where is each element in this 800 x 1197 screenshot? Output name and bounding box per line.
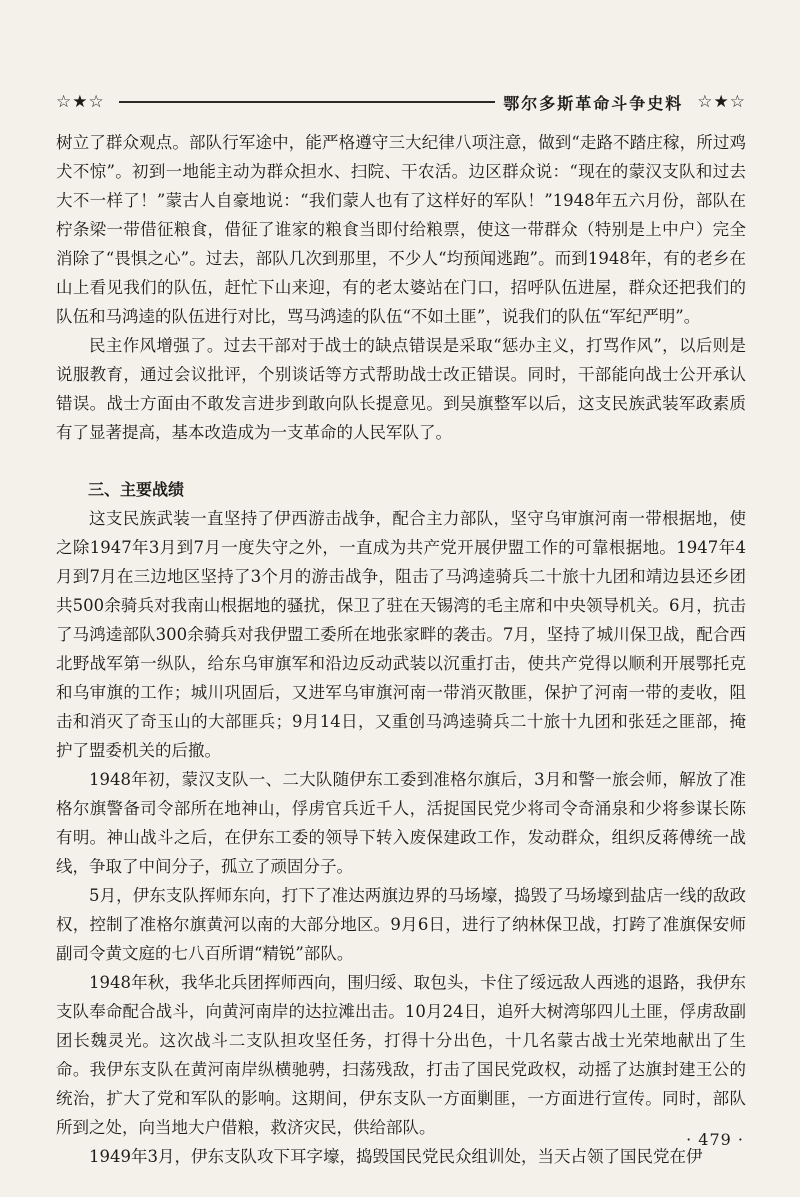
body-paragraph: 1949年3月，伊东支队攻下耳字壕，捣毁国民党民众组训处，当天占领了国民党在伊 bbox=[89, 1147, 703, 1166]
page-number: · 479 · bbox=[686, 1130, 744, 1149]
star-ornament-right-icon: ☆★☆ bbox=[697, 92, 746, 112]
body-paragraph: 树立了群众观点。部队行军途中，能严格遵守三大纪律八项注意，做到“走路不踏庄稼，所过鸡犬不惊”。初到一地能主动为群众担水、扫院、干农活。边区群众说：“现在的蒙汉支队和过去大不一样了！”蒙古人自豪地说：“我们蒙人也有了这样好的军队！”1948年五六月份，部队在柠条梁一带借征粮食，借征了谁家的粮食当即付给粮票，使这一带群众（特别是上中户）完全消除了“畏惧之心”。过去，部队几次到那里，不少人“均预闻逃跑”。而到1948年，有的老乡在山上看见我们的队伍，赶忙下山来迎，有的老太婆站在门口，招呼队伍进屋，群众还把我们的队伍和马鸿逵的队伍进行对比，骂马鸿逵的队伍“不如土匪”，说我们的队伍“军纪严明”。 bbox=[56, 133, 746, 326]
page-body bbox=[56, 128, 746, 1171]
body-paragraph: 5月，伊东支队挥师东向，打下了准达两旗边界的马场壕，捣毁了马场壕到盐店一线的敌政权，控制了准格尔旗黄河以南的大部分地区。9月6日，进行了纳林保卫战，打跨了准旗保安师副司令黄文庭的七八百所谓“精锐”部队。 bbox=[56, 886, 746, 963]
body-paragraph: 这支民族武装一直坚持了伊西游击战争，配合主力部队，坚守乌审旗河南一带根据地，使之除1947年3月到7月一度失守之外，一直成为共产党开展伊盟工作的可靠根据地。1947年4月到7月在三边地区坚持了3个月的游击战争，阻击了马鸿逵骑兵二十旅十九团和靖边县还乡团共500余骑兵对我南山根据地的骚扰，保卫了驻在天锡湾的毛主席和中央领导机关。6月，抗击了马鸿逵部队300余骑兵对我伊盟工委所在地张家畔的袭击。7月，坚持了城川保卫战，配合西北野战军第一纵队，给东乌审旗军和沿边反动武装以沉重打击，使共产党得以顺利开展鄂托克和乌审旗的工作；城川巩固后，又进军乌审旗河南一带消灭散匪，保护了河南一带的麦收，阻击和消灭了奇玉山的大部匪兵；9月14日，又重创马鸿逵骑兵二十旅十九团和张廷之匪部，掩护了盟委机关的后撤。 bbox=[56, 509, 746, 760]
header-rule bbox=[119, 101, 496, 103]
book-title: 鄂尔多斯革命斗争史料 bbox=[503, 93, 684, 113]
body-paragraph: 1948年初，蒙汉支队一、二大队随伊东工委到准格尔旗后，3月和警一旅会师，解放了准格尔旗警备司令部所在地神山，俘虏官兵近千人，活捉国民党少将司令奇涌泉和少将参谋长陈有明。神山战斗之后，在伊东工委的领导下转入废保建政工作，发动群众，组织反蒋傅统一战线，争取了中间分子，孤立了顽固分子。 bbox=[56, 770, 746, 876]
star-ornament-left-icon: ☆★☆ bbox=[56, 92, 105, 112]
body-paragraph: 民主作风增强了。过去干部对于战士的缺点错误是采取“惩办主义，打骂作风”，以后则是说服教育，通过会议批评，个别谈话等方式帮助战士改正错误。同时，干部能向战士公开承认错误。战士方面由不敢发言进步到敢向队长提意见。到吴旗整军以后，这支民族武装军政素质有了显著提高，基本改造成为一支革命的人民军队了。 bbox=[56, 336, 746, 442]
running-header bbox=[56, 88, 746, 116]
section-heading: 三、主要战绩 bbox=[88, 480, 185, 499]
body-paragraph: 1948年秋，我华北兵团挥师西向，围归绥、取包头，卡住了绥远敌人西逃的退路，我伊东支队奉命配合战斗，向黄河南岸的达拉滩出击。10月24日，追歼大树湾邬四儿土匪，俘虏敌副团长魏灵光。这次战斗二支队担攻坚任务，打得十分出色，十几名蒙古战士光荣地献出了生命。我伊东支队在黄河南岸纵横驰骋，扫荡残敌，打击了国民党政权，动摇了达旗封建王公的统治，扩大了党和军队的影响。这期间，伊东支队一方面剿匪，一方面进行宣传。同时，部队所到之处，向当地大户借粮，救济灾民，供给部队。 bbox=[56, 973, 746, 1137]
